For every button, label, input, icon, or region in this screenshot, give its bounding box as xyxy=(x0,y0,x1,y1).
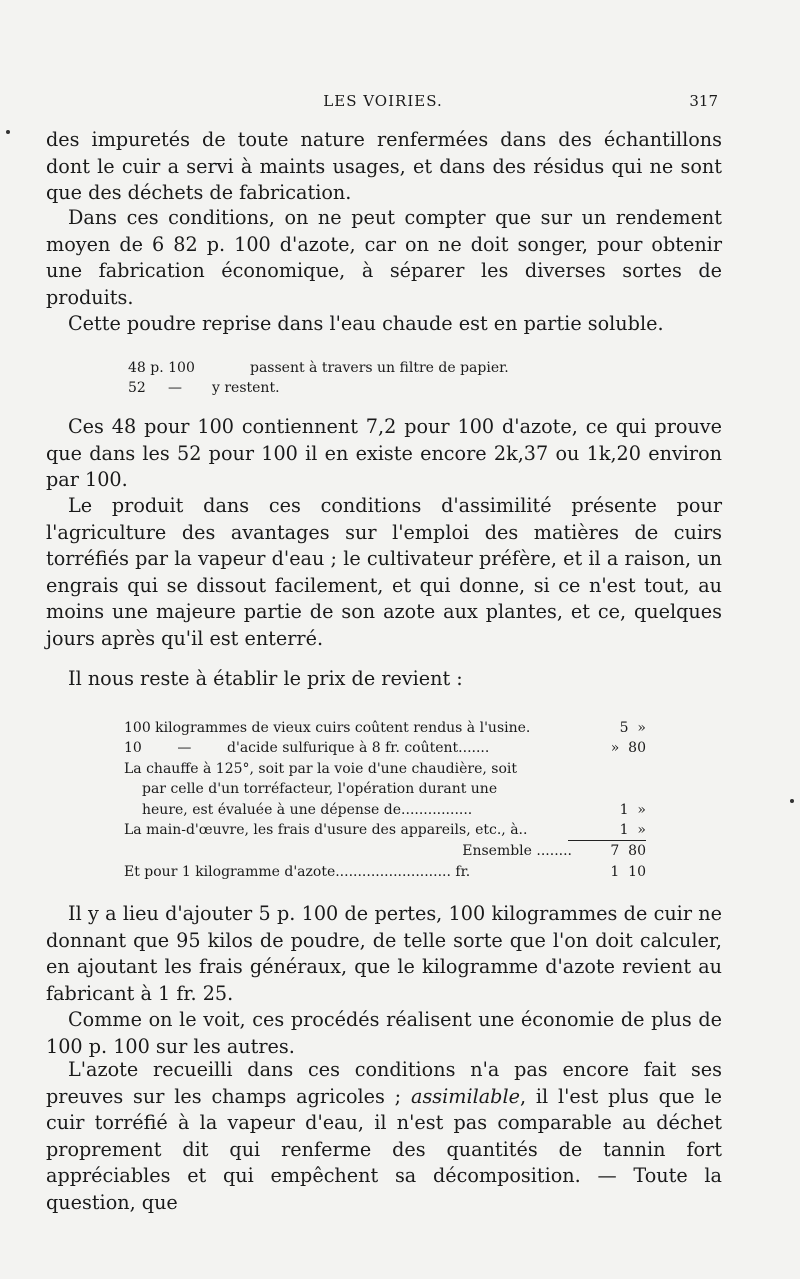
filter-note-dash: — xyxy=(168,380,182,396)
margin-mark xyxy=(6,130,10,134)
paragraph: Dans ces conditions, on ne peut compter que sur un rendement moyen de 6 82 p. 100 d'azote, car on ne doit songer, pour obtenir une fabrication économique, à séparer les diverses sortes de produits. xyxy=(46,206,722,309)
cost-value: 1 10 xyxy=(610,863,646,880)
page-number: 317 xyxy=(689,92,718,110)
paragraph: Il y a lieu d'ajouter 5 p. 100 de pertes, 100 kilogrammes de cuir ne donnant que 95 kilos de poudre, de telle sorte que l'on doit calculer, en ajoutant les frais généraux, que le kilogramme d'azote revient au fabricant à 1 fr. 25. xyxy=(46,902,722,1005)
paragraph: Cette poudre reprise dans l'eau chaude est en partie soluble. xyxy=(68,312,664,335)
cost-row xyxy=(124,718,646,738)
cost-label: 10 — d'acide sulfurique à 8 fr. coûtent....... xyxy=(124,740,490,757)
paragraph: L'azote recueilli dans ces conditions n'a pas encore fait ses preuves sur les champs agricoles ; assimilable, il l'est plus que le cuir torréfié à la vapeur d'eau, il n'est pas comparable au déchet proprement dit qui renferme des quantités de tannin fort appréciables et qui empêchent sa décomposition. — Toute la question, que xyxy=(46,1058,722,1214)
cost-value: 1 » xyxy=(619,801,646,818)
cost-label: La main-d'œuvre, les frais d'usure des appareils, etc., à.. xyxy=(124,822,528,839)
cost-row xyxy=(124,862,646,882)
cost-label: Et pour 1 kilogramme d'azote.......................... fr. xyxy=(124,863,471,880)
filter-note-line xyxy=(128,378,280,398)
cost-row xyxy=(124,738,646,758)
page-header xyxy=(48,92,718,116)
cost-value: 5 » xyxy=(619,720,646,736)
margin-mark xyxy=(790,799,794,803)
cost-row xyxy=(124,800,646,820)
filter-note-line xyxy=(128,358,509,378)
running-title: LES VOIRIES. xyxy=(323,92,443,110)
cost-label: La chauffe à 125°, soit par la voie d'une chaudière, soit xyxy=(124,760,517,777)
paragraph: Comme on le voit, ces procédés réalisent une économie de plus de 100 p. 100 sur les autres. xyxy=(46,1008,722,1058)
cost-label: heure, est évaluée à une dépense de................ xyxy=(142,801,473,818)
filter-note-amount: 52 xyxy=(128,380,146,396)
filter-note-amount: 48 p. 100 xyxy=(128,360,195,376)
italic-term: assimilable xyxy=(411,1084,520,1108)
paragraph: Ces 48 pour 100 contiennent 7,2 pour 100 d'azote, ce qui prouve que dans les 52 pour 100 il en existe encore 2k,37 ou 1k,20 environ par 100. xyxy=(46,415,722,492)
cost-row xyxy=(124,759,646,779)
cost-value: 1 » xyxy=(619,822,646,839)
cost-label: Ensemble ........ xyxy=(462,843,572,860)
cost-value: 7 80 xyxy=(610,843,646,860)
paragraph: Il nous reste à établir le prix de revient : xyxy=(68,667,463,690)
cost-row xyxy=(124,779,646,799)
cost-row xyxy=(124,820,646,840)
filter-note-text: passent à travers un filtre de papier. xyxy=(250,360,509,376)
cost-label: 100 kilogrammes de vieux cuirs coûtent rendus à l'usine. xyxy=(124,720,531,736)
paragraph: des impuretés de toute nature renfermées dans des échantillons dont le cuir a servi à maints usages, et dans des résidus qui ne sont que des déchets de fabrication. xyxy=(46,128,722,205)
cost-table xyxy=(124,718,646,882)
paragraph: Le produit dans ces conditions d'assimilité présente pour l'agriculture des avantages sur l'emploi des matières de cuirs torréfiés par la vapeur d'eau ; le cultivateur préfère, et il a raison, un engrais qui se dissout facilement, et qui donne, si ce n'est tout, au moins une majeure partie de son azote aux plantes, et ce, quelques jours après qu'il est enterré. xyxy=(46,494,722,650)
cost-total-row xyxy=(124,841,646,861)
cost-label: par celle d'un torréfacteur, l'opération durant une xyxy=(142,781,498,798)
filter-note-text: y restent. xyxy=(212,380,280,396)
cost-value: » 80 xyxy=(610,740,646,757)
